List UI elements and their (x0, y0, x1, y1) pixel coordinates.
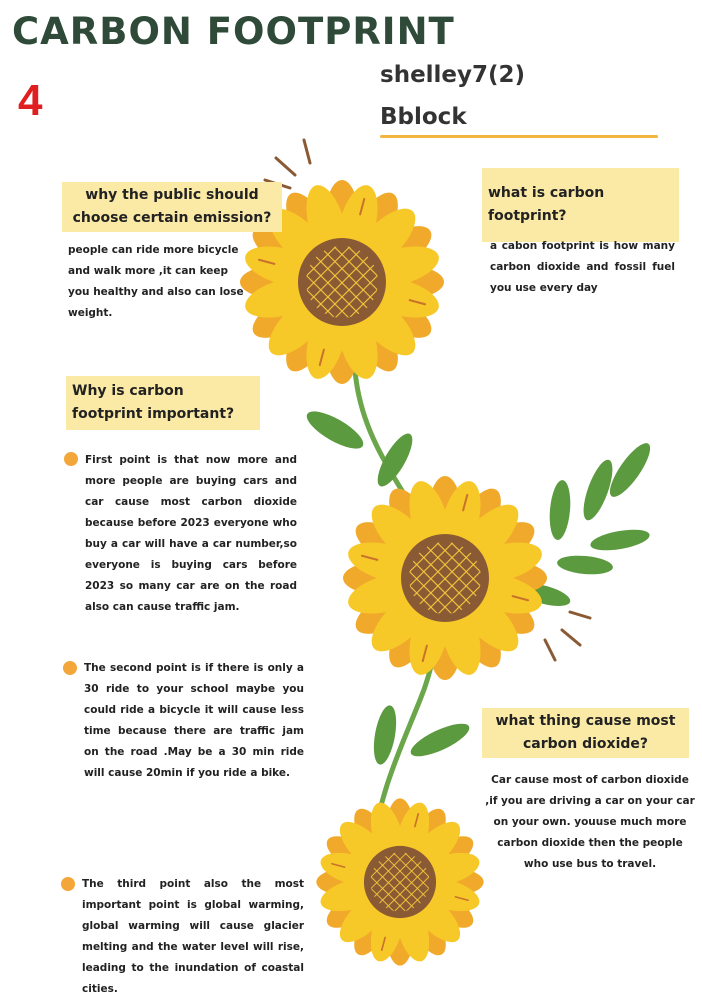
author-name: shelley7(2) (380, 62, 526, 88)
point-1-text: First point is that now more and more people are buying cars and car cause most carbon dioxide because before 2023 everyone who buy a car will have a car number,so everyone is buying cars before 2023 so many car are on the road also can cause traffic jam. (85, 454, 297, 613)
bullet-1-icon (64, 452, 78, 466)
what-is-heading: what is carbon footprint? (482, 168, 679, 242)
why-important-heading: Why is carbon footprint important? (66, 376, 260, 430)
why-choose-heading: why the public should choose certain emission? (62, 182, 282, 232)
point-2-text: The second point is if there is only a 30 ride to your school maybe you could ride a bicycle it will cause less time because there are traffic jam on the road .May be a 30 min ride will cause 20min if you ride a bike. (84, 662, 304, 779)
point-3-text: The third point also the most important point is global warming, global warming will cause glacier melting and the water level will rise, leading to the inundation of coastal cities. (82, 878, 304, 995)
why-choose-text: people can ride more bicycle and walk more ,it can keep you healthy and also can lose weight. (68, 244, 244, 319)
page-number: 4 (18, 76, 43, 125)
what-thing-text: Car cause most of carbon dioxide ,if you are driving a car on your car on your own. youuse much more carbon dioxide then the people who use bus to travel. (485, 774, 695, 870)
author-block: Bblock (380, 104, 467, 130)
what-is-text: a cabon footprint is how many carbon dioxide and fossil fuel you use every day (490, 240, 675, 294)
page-title: CARBON FOOTPRINT (12, 10, 455, 53)
bullet-3-icon (61, 877, 75, 891)
what-thing-heading: what thing cause most carbon dioxide? (482, 708, 689, 758)
bullet-2-icon (63, 661, 77, 675)
